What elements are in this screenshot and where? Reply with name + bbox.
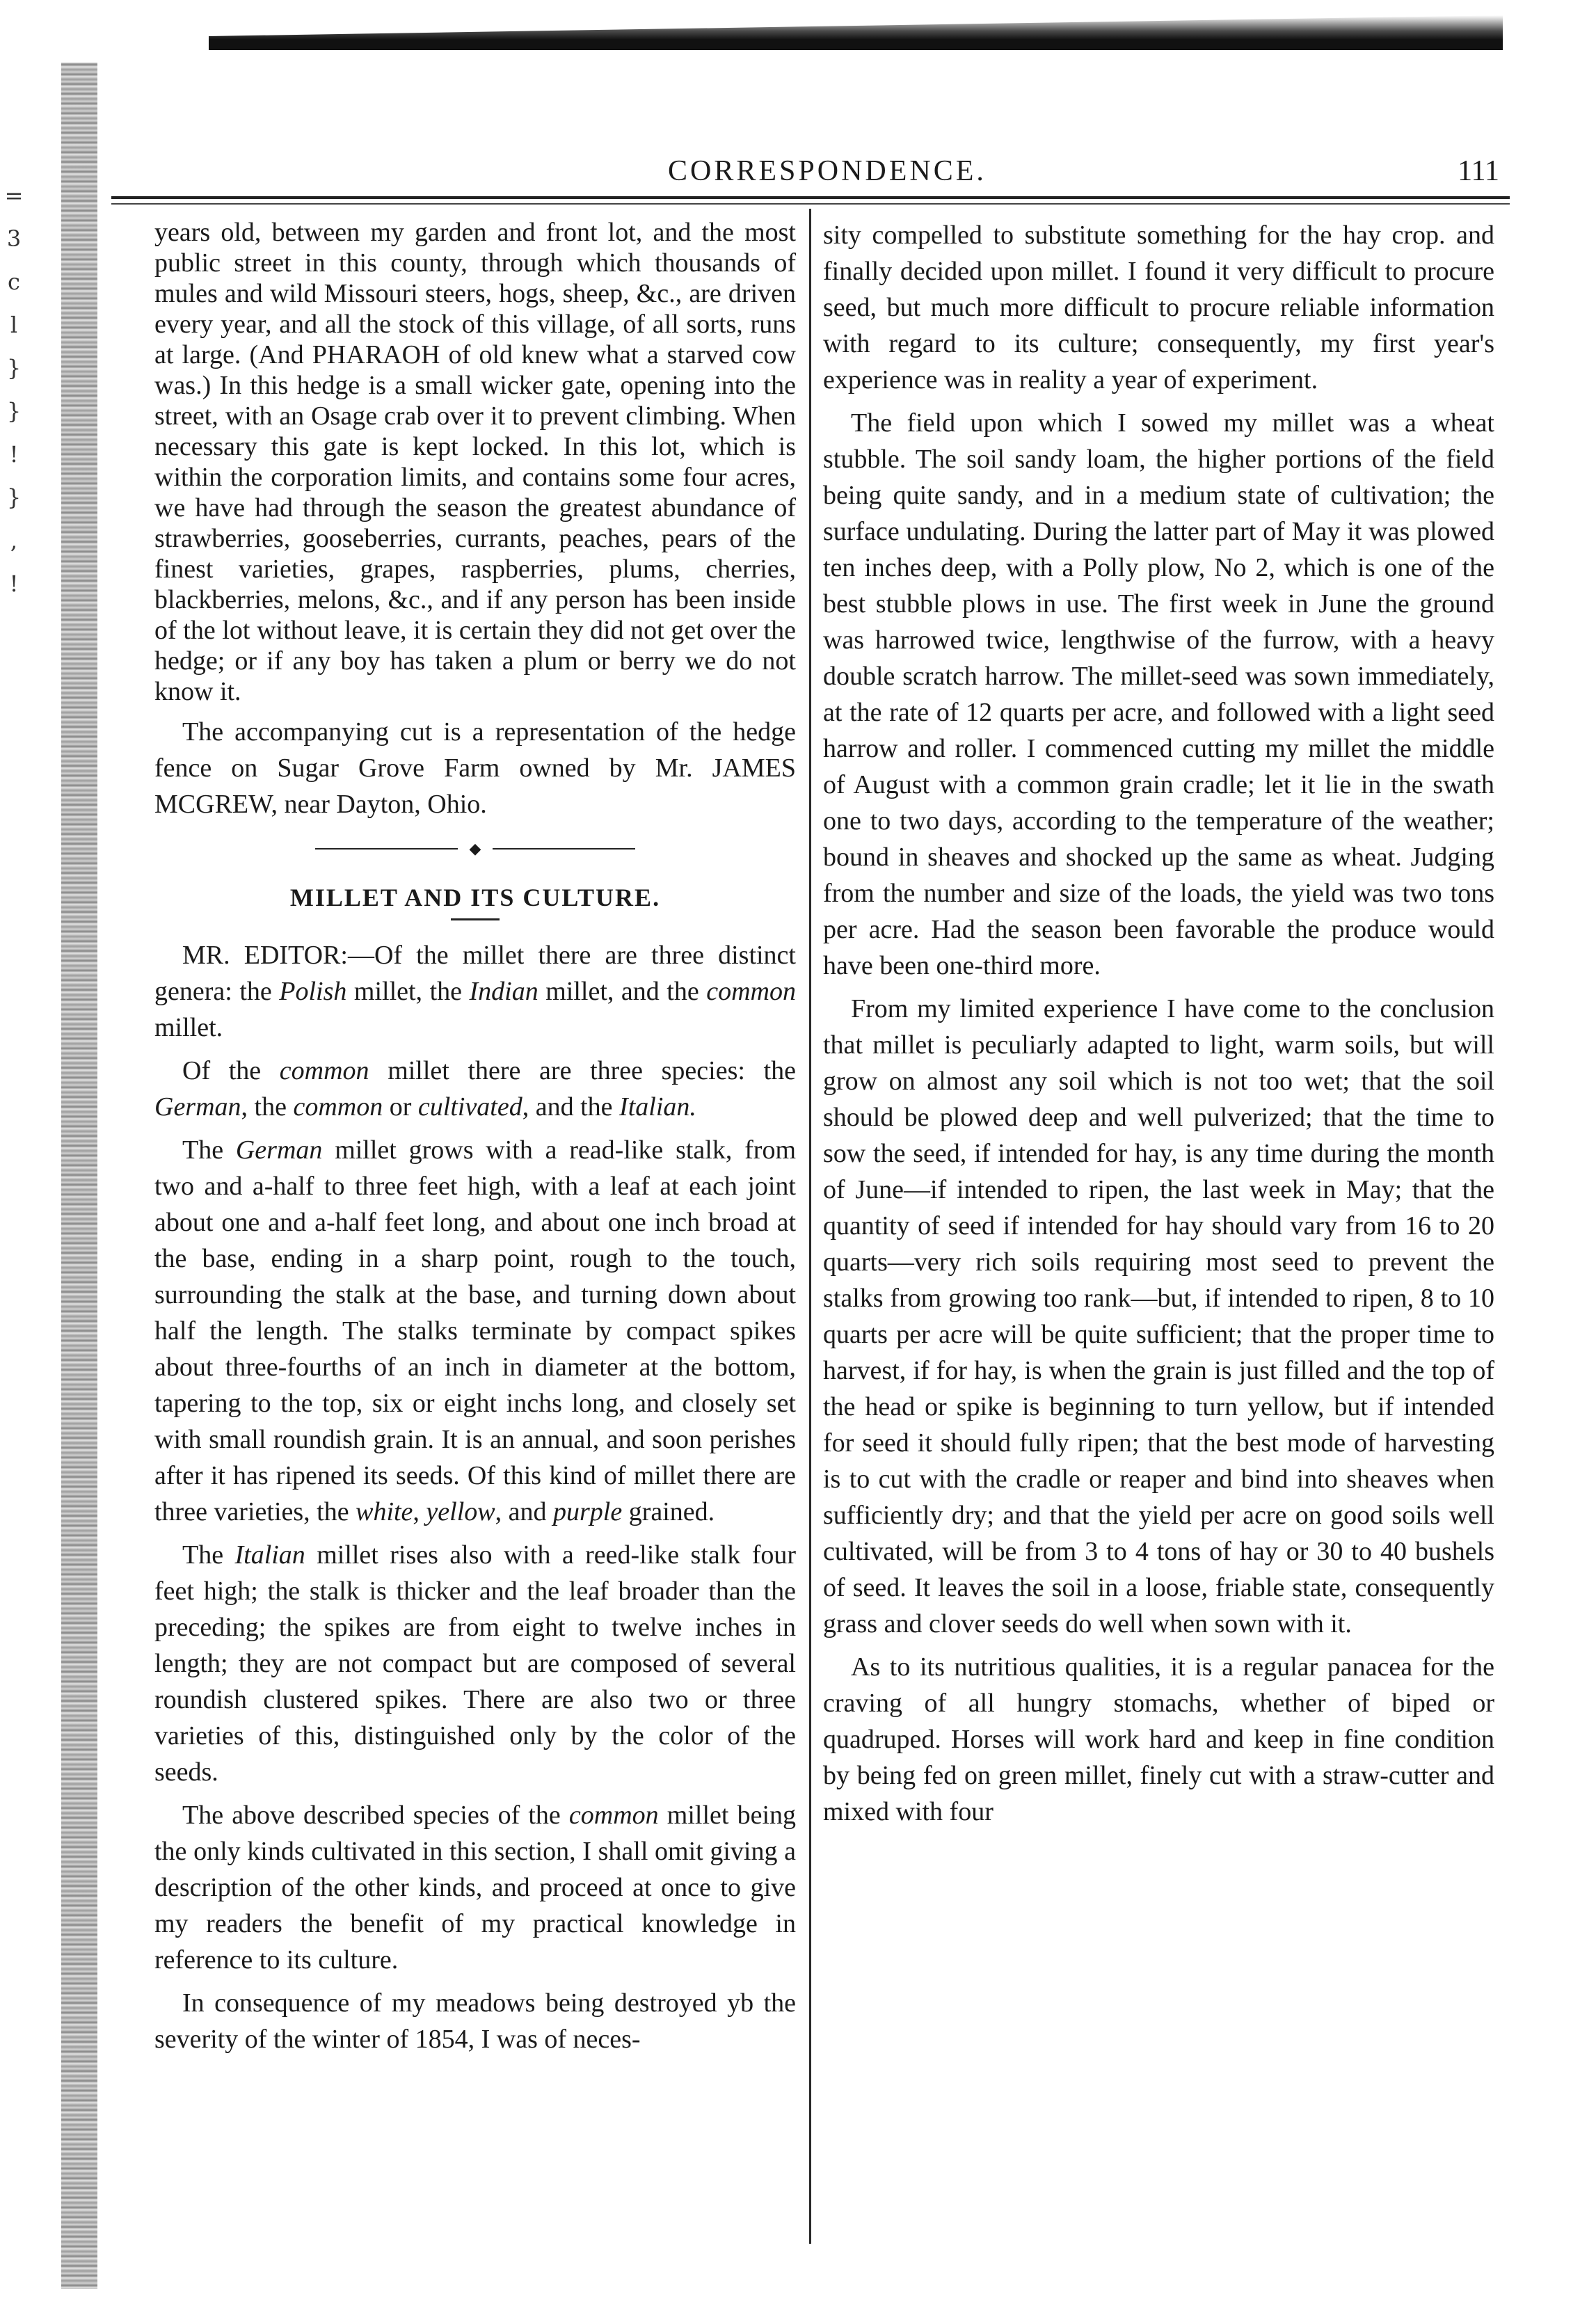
text-run: millet being the only kinds cultivated in this section, I shall omit giving a description of the other kinds, and proceed at once to give my readers the benefit of my practical knowledge in reference to its culture. — [154, 1801, 796, 1975]
binding-edge — [61, 63, 97, 2289]
paragraph — [154, 1537, 796, 1790]
paragraph: sity compelled to substitute something for the hay crop. and finally decided upon millet. I found it very difficult to procure seed, but much more difficult to procure reliable information with regard to its culture; consequently, my first year's experience was in reality a year of experiment. — [823, 221, 1494, 394]
emphasis: purple — [553, 1497, 623, 1526]
emphasis: German — [154, 1092, 241, 1122]
running-header — [111, 154, 1510, 189]
text-run: The — [182, 1540, 235, 1570]
paragraph — [154, 1797, 796, 1978]
emphasis: Italian. — [619, 1092, 696, 1122]
scan-artifact-line — [1009, 42, 1503, 46]
header-title: CORRESPONDENCE. — [668, 155, 987, 187]
header-rule — [111, 196, 1510, 199]
paragraph: From my limited experience I have come to the conclusion that millet is peculiarly adapted to light, warm soils, but will grow on almost any soil which is not too wet; that the soil should be plowed deep and well pulverized; that the time to sow the seed, if intended for hay, is any time during the month of June—if intended to ripen, the last week in May; that the quantity of seed if intended for hay should vary from 16 to 20 quarts—very rich soils requiring most seed to prevent the stalks from growing too rank—but, if intended to ripen, 8 to 10 quarts per acre will be quite sufficient; that the proper time to harvest, if for hay, is when the grain is just filled and the top of the head or spike is beginning to turn yellow, but if intended for seed it should fully ripen; that the best mode of harvesting is to cut with the cradle or reaper and bind into sheaves when sufficiently dry; and that the yield per acre on good soils well cultivated, will be from 3 to 4 tons of hay or 30 to 40 bushels of seed. It leaves the soil in a loose, friable state, consequently grass and clover seeds do well when sown with it. — [823, 994, 1494, 1638]
page-number: 111 — [1458, 155, 1499, 187]
section-title-rule — [451, 918, 500, 920]
paragraph — [154, 937, 796, 1046]
margin-mark: } — [6, 355, 22, 381]
text-run: millet grows with a read-like stalk, from two and a-half to three feet high, with a leaf at each joint about one and a-half feet long, and about one inch broad at the base, ending in a sharp point, rough to the touch, surrounding the stalk at the base, and turning down about half the length. The stalks terminate by compact spikes about three-fourths of an inch in diameter at the bottom, tapering to the top, six or eight inchs long, and closely set with small roundish grain. It is an annual, and soon perishes after it has ripened its seeds. Of this kind of millet there are three varieties, the — [154, 1135, 796, 1526]
right-column — [823, 217, 1494, 1837]
text-run: The above described species of the — [182, 1801, 569, 1830]
text-run: The — [182, 1135, 236, 1165]
header-rule-thin — [111, 203, 1510, 205]
section-divider-ornament — [315, 842, 635, 856]
text-run: grained. — [622, 1497, 715, 1526]
emphasis: common — [568, 1801, 659, 1830]
margin-mark: ! — [9, 441, 19, 468]
text-run: , the — [241, 1092, 294, 1122]
margin-mark: } — [6, 484, 22, 511]
margin-mark: 3 — [6, 225, 22, 252]
text-run: , and the — [522, 1092, 620, 1122]
text-run: —Of the millet there are three distinct genera: the — [154, 941, 796, 1006]
text-run: millet, the — [346, 977, 470, 1006]
emphasis: Italian — [234, 1540, 305, 1570]
text-run: millet there are three species: the — [369, 1056, 796, 1085]
text-run: Of the — [182, 1056, 280, 1085]
margin-mark: = — [4, 182, 24, 209]
emphasis: German — [235, 1135, 323, 1165]
text-run: or — [383, 1092, 418, 1122]
emphasis: cultivated — [417, 1092, 522, 1122]
emphasis: Polish — [279, 977, 347, 1006]
emphasis: yellow — [426, 1497, 495, 1526]
column-divider — [809, 209, 811, 2244]
margin-mark: ! — [9, 571, 19, 597]
margin-mark: c — [8, 269, 20, 295]
margin-mark: l — [10, 312, 18, 338]
section-title: MILLET AND ITS CULTURE. — [289, 884, 661, 911]
paragraph — [154, 1132, 796, 1530]
emphasis: white — [356, 1497, 413, 1526]
margin-mark: , — [10, 527, 18, 554]
paragraph: years old, between my garden and front lot, and the most public street in this county, through which thousands of mules and wild Missouri steers, hogs, sheep, &c., are driven every year, and all the stock of this village, of all sorts, runs at large. (And PHARAOH of old knew what a starved cow was.) In this hedge is a small wicker gate, opening into the street, with an Osage crab over it to prevent climbing. When necessary this gate is kept locked. In this lot, which is within the corporation limits, and contains some four acres, we have had through the season the greatest abundance of strawberries, gooseberries, currants, peaches, pears of the finest varieties, grapes, raspberries, plums, cherries, blackberries, melons, &c., and if any person has been inside of the lot without leave, it is certain they did not get over the hedge; or if any boy has taken a plum or berry we do not know it. — [154, 218, 796, 706]
margin-marks — [0, 174, 28, 605]
paragraph: As to its nutritious qualities, it is a regular panacea for the craving of all hungry stomachs, whether of biped or quadruped. Horses will work hard and keep in fine condition by being fed on green millet, finely cut with a straw-cutter and mixed with four — [823, 1652, 1494, 1826]
paragraph — [154, 1053, 796, 1125]
salutation: MR. EDITOR: — [182, 941, 348, 970]
text-run: millet rises also with a reed-like stalk four feet high; the stalk is thicker and the leaf broader than the preceding; the spikes are from eight to twelve inches in length; they are not compact but are composed of several roundish clustered spikes. There are also two or three varieties of this, distinguished only by the color of the seeds. — [154, 1540, 797, 1787]
text-run: , — [413, 1497, 426, 1526]
paragraph: In consequence of my meadows being destroyed yb the severity of the winter of 1854, I was of neces- — [154, 1988, 796, 2054]
left-column — [154, 217, 796, 2064]
paragraph: The field upon which I sowed my millet was a wheat stubble. The soil sandy loam, the higher portions of the field being quite sandy, and in a medium state of cultivation; the surface undulating. During the latter part of May it was plowed ten inches deep, with a Polly plow, No 2, which is one of the best stubble plows in use. The first week in June the ground was harrowed twice, lengthwise of the furrow, with a heavy double scratch harrow. The millet-seed was sown immediately, at the rate of 12 quarts per acre, and followed with a light seed harrow and roller. I commenced cutting my millet the middle of August with a common grain cradle; let it lie in the swath one to two days, according to the temperature of the weather; bound in sheaves and shocked up the same as wheat. Judging from the number and size of the loads, the yield was two tons per acre. Had the season been favorable the produce would have been one-third more. — [823, 408, 1494, 980]
emphasis: common — [706, 977, 796, 1006]
text-run: , and — [495, 1497, 553, 1526]
margin-mark: } — [6, 398, 22, 424]
paragraph: The accompanying cut is a representation of the hedge fence on Sugar Grove Farm owned by Mr. JAMES MCGREW, near Dayton, Ohio. — [154, 717, 796, 819]
emphasis: common — [293, 1092, 383, 1122]
ornament-glyph: ◆ — [458, 842, 493, 856]
text-run: millet, and the — [538, 977, 707, 1006]
text-run: millet. — [154, 1013, 223, 1042]
emphasis: common — [279, 1056, 369, 1085]
emphasis: Indian — [469, 977, 538, 1006]
